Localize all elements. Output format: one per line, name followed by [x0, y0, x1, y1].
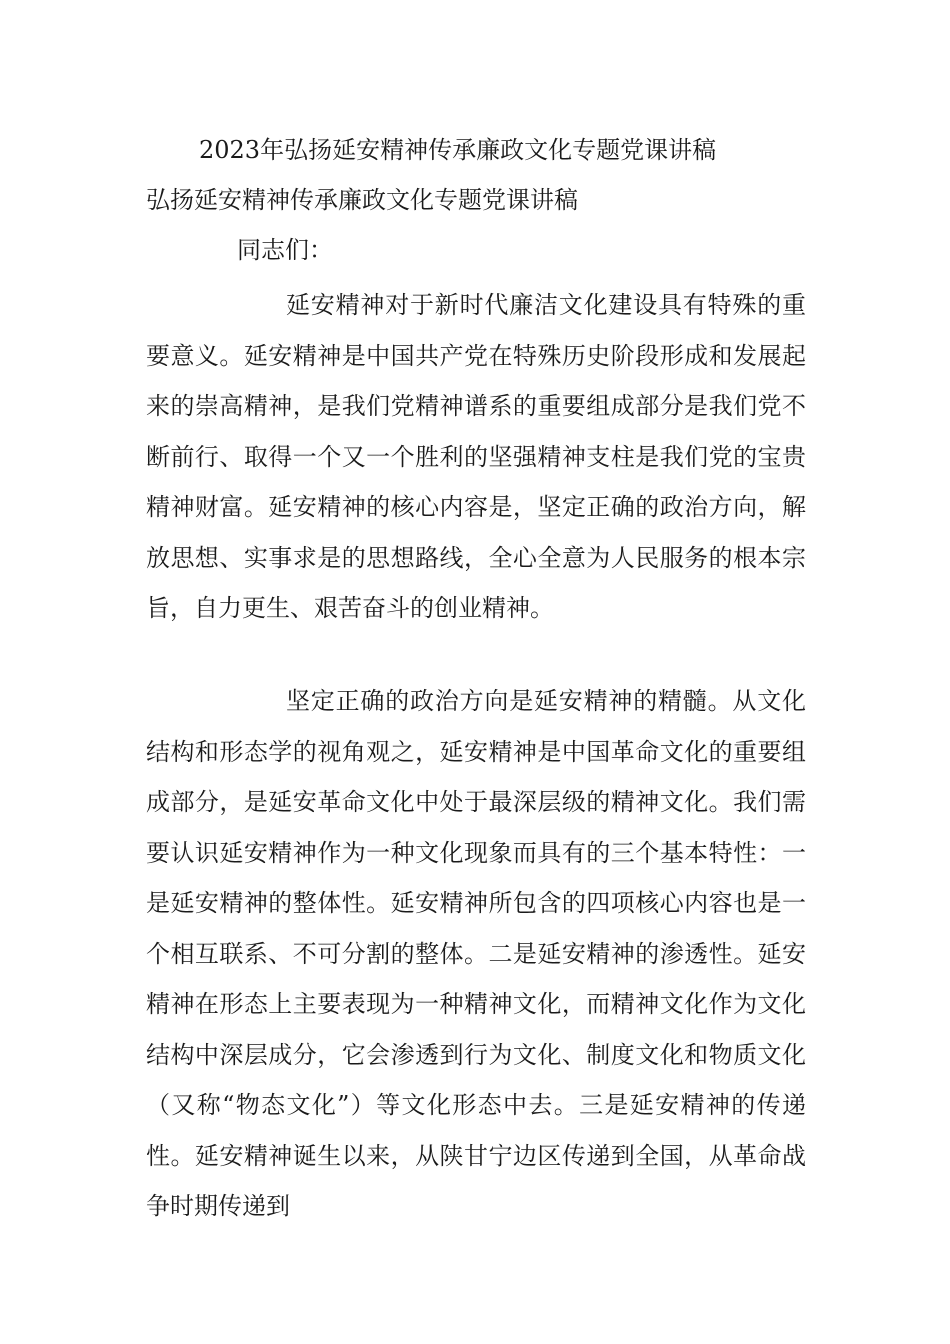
document-subtitle: 弘扬延安精神传承廉政文化专题党课讲稿 [146, 186, 578, 214]
document-title: 2023年弘扬延安精神传承廉政文化专题党课讲稿 [199, 136, 717, 164]
salutation: 同志们： [237, 236, 333, 264]
paragraph-1: 延安精神对于新时代廉洁文化建设具有特殊的重要意义。延安精神是中国共产党在特殊历史阶段形成和发展起来的崇高精神，是我们党精神谱系的重要组成部分是我们党不断前行、取得一个又一个胜利的坚强精神支柱是我们党的宝贵精神财富。延安精神的核心内容是，坚定正确的政治方向，解放思想、实事求是的思想路线，全心全意为人民服务的根本宗旨，自力更生、艰苦奋斗的创业精神。 [146, 291, 806, 622]
paragraph-2: 坚定正确的政治方向是延安精神的精髓。从文化结构和形态学的视角观之，延安精神是中国革命文化的重要组成部分，是延安革命文化中处于最深层级的精神文化。我们需要认识延安精神作为一种文化现象而具有的三个基本特性：一是延安精神的整体性。延安精神所包含的四项核心内容也是一个相互联系、不可分割的整体。二是延安精神的渗透性。延安精神在形态上主要表现为一种精神文化，而精神文化作为文化结构中深层成分，它会渗透到行为文化、制度文化和物质文化（又称“物态文化”）等文化形态中去。三是延安精神的传递性。延安精神诞生以来，从陕甘宁边区传递到全国，从革命战争时期传递到 [146, 687, 806, 1220]
